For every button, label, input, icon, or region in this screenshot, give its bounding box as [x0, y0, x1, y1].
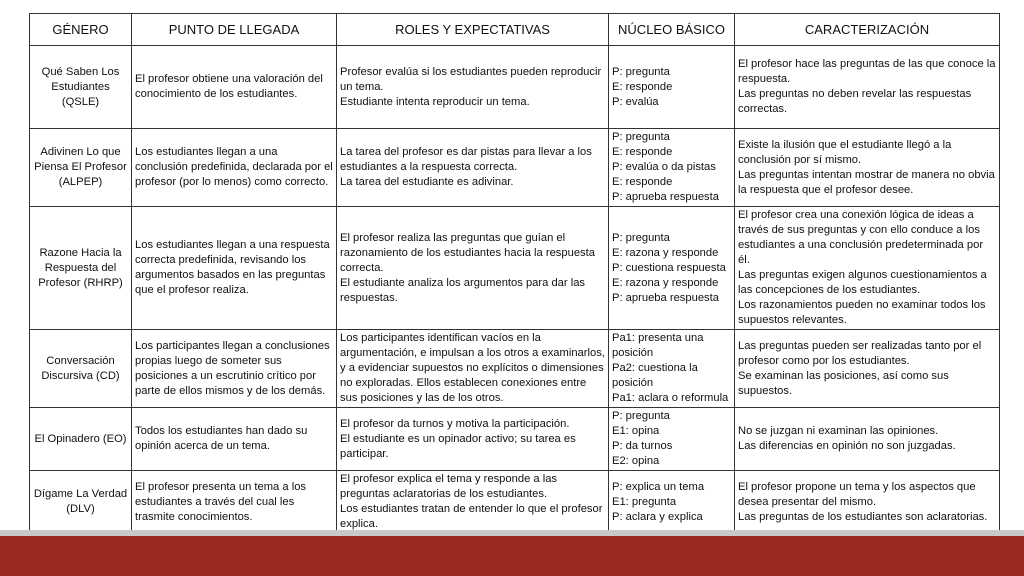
punto-de-llegada-cell: Los participantes llegan a conclusiones propias luego de someter sus posiciones a un escrutinio crítico por parte de ellos mismos y de los demás. — [132, 330, 337, 408]
genero-cell: Qué Saben Los Estudiantes (QSLE) — [30, 46, 132, 129]
slide-footer-band — [0, 530, 1024, 576]
nucleo-cell: P: pregunta E1: opina P: da turnos E2: opina — [609, 408, 735, 471]
caracterizacion-cell: El profesor crea una conexión lógica de ideas a través de sus preguntas y con ello conduce a los estudiantes a una conclusión predeterminada por él. Las preguntas exigen algunos cuestionamientos a las concepciones de los estudiantes. Los razonamientos pueden no examinar todos los supuestos relevantes. — [735, 207, 1000, 330]
roles-cell: El profesor explica el tema y responde a las preguntas aclaratorias de los estudiantes. Los estudiantes tratan de entender lo que el profesor explica. — [337, 471, 609, 534]
table-row — [30, 207, 1000, 330]
caracterizacion-cell: Las preguntas pueden ser realizadas tanto por el profesor como por los estudiantes. Se examinan las posiciones, así como sus supuestos. — [735, 330, 1000, 408]
nucleo-cell: P: explica un tema E1: pregunta P: aclara y explica — [609, 471, 735, 534]
nucleo-cell: P: pregunta E: responde P: evalúa o da pistas E: responde P: aprueba respuesta — [609, 129, 735, 207]
genero-cell: El Opinadero (EO) — [30, 408, 132, 471]
nucleo-cell: P: pregunta E: responde P: evalúa — [609, 46, 735, 129]
roles-cell: Los participantes identifican vacíos en la argumentación, e impulsan a los otros a examinarlos, y a evidenciar supuestos no explícitos o dimensiones no exploradas. Ellos establecen conexiones entre sus posiciones y las de los otros. — [337, 330, 609, 408]
punto-de-llegada-cell: El profesor obtiene una valoración del conocimiento de los estudiantes. — [132, 46, 337, 129]
caracterizacion-cell: El profesor hace las preguntas de las que conoce la respuesta. Las preguntas no deben revelar las respuestas correctas. — [735, 46, 1000, 129]
header-roles-y-expectativas: ROLES Y EXPECTATIVAS — [337, 14, 609, 46]
genre-table — [29, 13, 1000, 534]
nucleo-cell: Pa1: presenta una posición Pa2: cuestiona la posición Pa1: aclara o reformula — [609, 330, 735, 408]
table-row — [30, 471, 1000, 534]
table-row — [30, 330, 1000, 408]
header-genero: GÉNERO — [30, 14, 132, 46]
genero-cell: Dígame La Verdad (DLV) — [30, 471, 132, 534]
punto-de-llegada-cell: Todos los estudiantes han dado su opinión acerca de un tema. — [132, 408, 337, 471]
genero-cell: Adivinen Lo que Piensa El Profesor (ALPEP) — [30, 129, 132, 207]
header-caracterizacion: CARACTERIZACIÓN — [735, 14, 1000, 46]
table-row — [30, 46, 1000, 129]
punto-de-llegada-cell: Los estudiantes llegan a una conclusión predefinida, declarada por el profesor (por lo menos) como correcto. — [132, 129, 337, 207]
header-nucleo-basico: NÚCLEO BÁSICO — [609, 14, 735, 46]
footer-accent-bar — [0, 536, 1024, 576]
nucleo-cell: P: pregunta E: razona y responde P: cuestiona respuesta E: razona y responde P: aprueba respuesta — [609, 207, 735, 330]
genero-cell: Razone Hacia la Respuesta del Profesor (RHRP) — [30, 207, 132, 330]
table-row — [30, 129, 1000, 207]
table-header-row — [30, 14, 1000, 46]
roles-cell: El profesor realiza las preguntas que guían el razonamiento de los estudiantes hacia la respuesta correcta. El estudiante analiza los argumentos para dar las respuestas. — [337, 207, 609, 330]
roles-cell: La tarea del profesor es dar pistas para llevar a los estudiantes a la respuesta correcta. La tarea del estudiante es adivinar. — [337, 129, 609, 207]
roles-cell: El profesor da turnos y motiva la participación. El estudiante es un opinador activo; su tarea es participar. — [337, 408, 609, 471]
table-row — [30, 408, 1000, 471]
caracterizacion-cell: No se juzgan ni examinan las opiniones. Las diferencias en opinión no son juzgadas. — [735, 408, 1000, 471]
roles-cell: Profesor evalúa si los estudiantes pueden reproducir un tema. Estudiante intenta reproducir un tema. — [337, 46, 609, 129]
genero-cell: Conversación Discursiva (CD) — [30, 330, 132, 408]
caracterizacion-cell: Existe la ilusión que el estudiante llegó a la conclusión por sí mismo. Las preguntas intentan mostrar de manera no obvia la respuesta que el profesor desee. — [735, 129, 1000, 207]
header-punto-de-llegada: PUNTO DE LLEGADA — [132, 14, 337, 46]
caracterizacion-cell: El profesor propone un tema y los aspectos que desea presentar del mismo. Las preguntas de los estudiantes son aclaratorias. — [735, 471, 1000, 534]
punto-de-llegada-cell: El profesor presenta un tema a los estudiantes a través del cual les trasmite conocimientos. — [132, 471, 337, 534]
punto-de-llegada-cell: Los estudiantes llegan a una respuesta correcta predefinida, revisando los argumentos basados en las preguntas que el profesor realiza. — [132, 207, 337, 330]
